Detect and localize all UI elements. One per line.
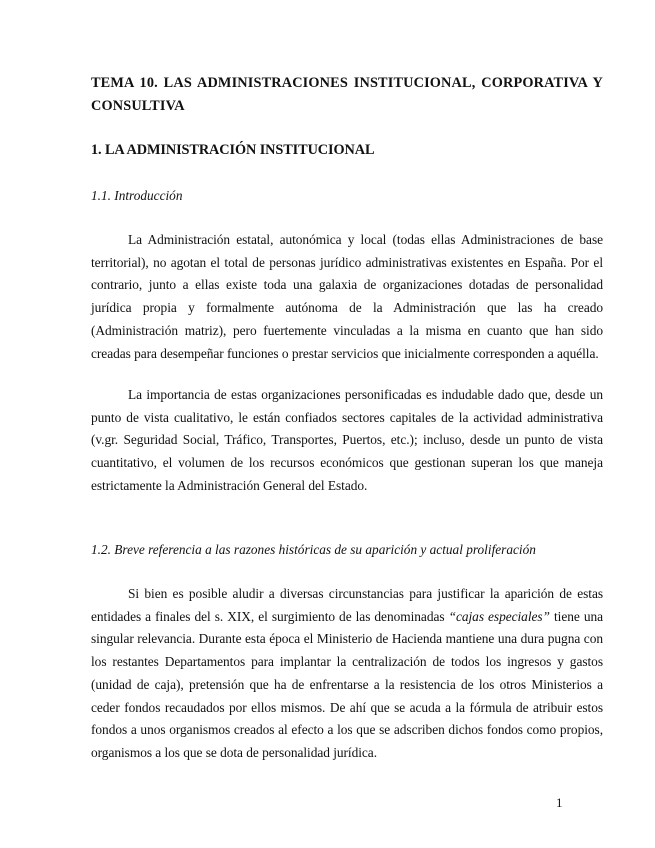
subsection-heading-1-1: 1.1. Introducción: [91, 188, 183, 203]
paragraph-text-part2: tiene una singular relevancia. Durante esta época el Ministerio de Hacienda mantiene una dura pugna con los restantes Departamentos para implantar la centralización de todos los ingresos y gastos (unidad de caja), pretensión que ha de enfrentarse a la resistencia de los otros Ministerios a ceder fondos recaudados por ellos mismos. De ahí que se acuda a la fórmula de atribuir estos fondos a unos organismos creados al efecto a los que se adscriben dichos fondos como propios, organismos a los que se dota de personalidad jurídica.: [91, 608, 603, 760]
paragraph-historical-reasons: [91, 583, 603, 765]
cajas-especiales-quote: “cajas especiales”: [448, 608, 550, 624]
subsection-heading-1-2: 1.2. Breve referencia a las razones históricas de su aparición y actual proliferación: [91, 542, 536, 557]
paragraph-introduction-1: La Administración estatal, autonómica y local (todas ellas Administraciones de base territorial), no agotan el total de personas jurídico administrativas existentes en España. Por el contrario, junto a ellas existe toda una galaxia de organizaciones dotadas de personalidad jurídica propia y formalmente autónoma de la Administración que las ha creado (Administración matriz), pero fuertemente vinculadas a la misma en cuanto que han sido creadas para desempeñar funciones o prestar servicios que inicialmente corresponden a aquélla.: [91, 232, 603, 361]
document-title: TEMA 10. LAS ADMINISTRACIONES INSTITUCIONAL, CORPORATIVA Y CONSULTIVA: [91, 75, 603, 114]
paragraph-text-part1: Si bien es posible aludir a diversas circunstancias para justificar la aparición de estas entidades a finales del s. XIX, el surgimiento de las denominadas: [91, 586, 603, 624]
paragraph-introduction-2: La importancia de estas organizaciones personificadas es indudable dado que, desde un punto de vista cualitativo, le están confiados sectores capitales de la actividad administrativa (v.gr. Seguridad Social, Tráfico, Transportes, Puertos, etc.); incluso, desde un punto de vista cuantitativo, el volumen de los recursos económicos que gestionan superan los que maneja estrictamente la Administración General del Estado.: [91, 387, 603, 493]
section-heading-1: 1. LA ADMINISTRACIÓN INSTITUCIONAL: [91, 142, 375, 158]
page-number: 1: [556, 795, 563, 810]
